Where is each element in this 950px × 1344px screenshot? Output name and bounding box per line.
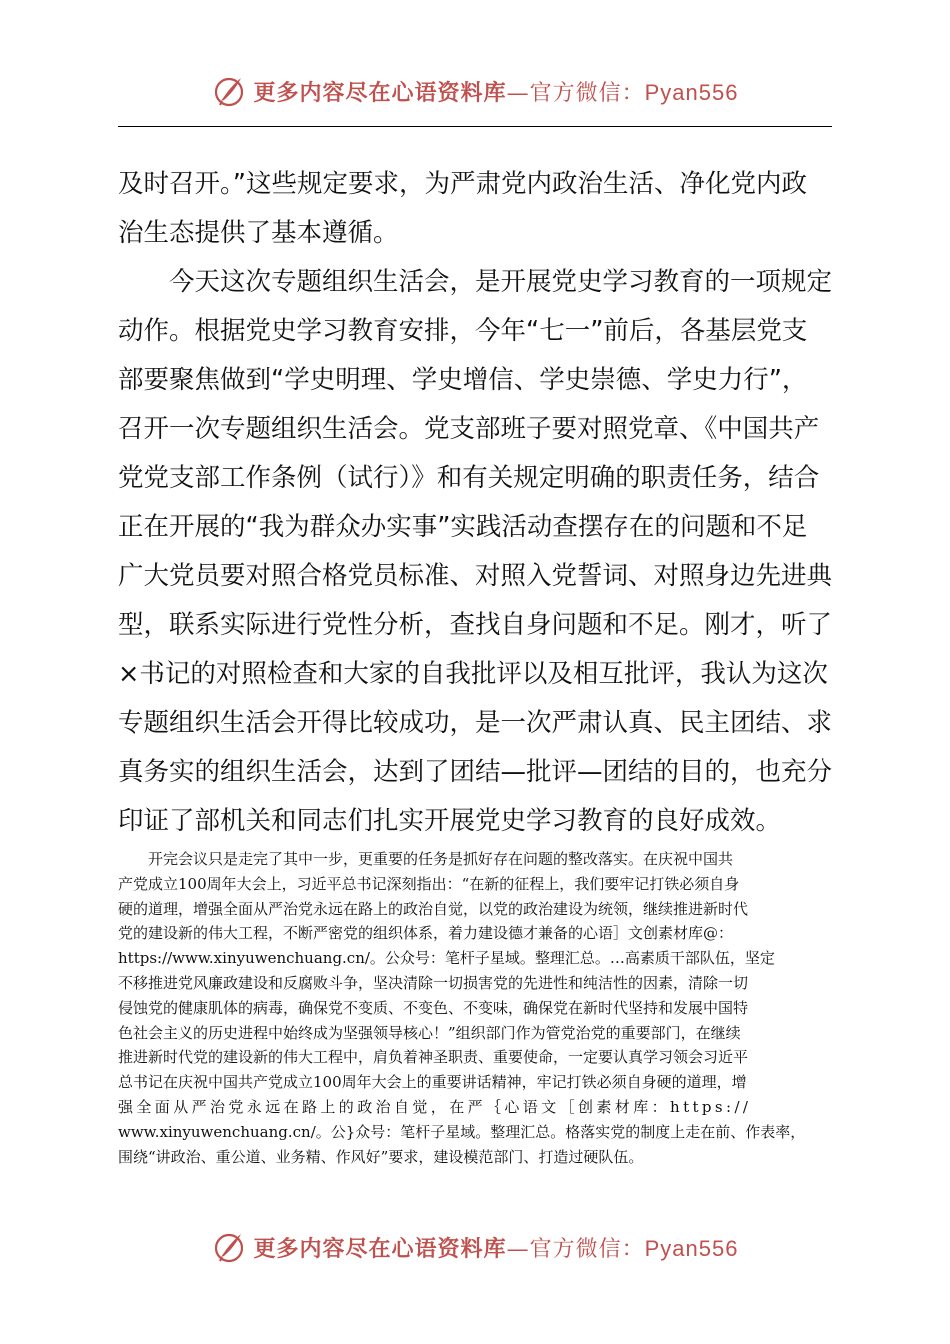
- small-text-line: 硬的道理，增强全面从严治党永远在路上的政治自觉，以党的政治建设为统领，继续推进新时代: [118, 899, 749, 918]
- small-text-line: 产党成立100周年大会上，习近平总书记深刻指出：“在新的征程上，我们要牢记打铁必须自身: [118, 874, 740, 893]
- header-dash: —: [506, 80, 530, 106]
- small-text-line: 总书记在庆祝中国共产党成立100周年大会上的重要讲话精神，牢记打铁必须自身硬的道理，增: [118, 1073, 747, 1092]
- text-line: 专题组织生活会开得比较成功，是一次严肃认真、民主团结、求: [118, 708, 833, 738]
- small-text-line: 侵蚀党的健康肌体的病毒，确保党不变质、不变色、不变味，确保党在新时代坚持和发展中国特: [118, 998, 749, 1017]
- small-text-line: 不移推进党风廉政建设和反腐败斗争，坚决清除一切损害党的先进性和纯洁性的因素，清除一切: [118, 973, 749, 992]
- small-text-line: 色社会主义的历史进程中始终成为坚强领导核心！”组织部门作为管党治党的重要部门，在继续: [118, 1023, 741, 1042]
- text-line: 及时召开。”这些规定要求，为严肃党内政治生活、净化党内政: [118, 169, 807, 199]
- header-banner: [0, 74, 950, 118]
- text-line: 真务实的组织生活会，达到了团结—批评—团结的目的，也充分: [118, 757, 833, 787]
- small-paragraph: [118, 847, 836, 1169]
- text-line: 党党支部工作条例（试行）》和有关规定明确的职责任务，结合: [118, 463, 820, 493]
- footer-wechat-id: Pyan556: [644, 1235, 739, 1261]
- text-line: 广大党员要对照合格党员标准、对照入党誓词、对照身边先进典: [118, 561, 833, 591]
- small-text-line: 开完会议只是走完了其中一步，更重要的任务是抓好存在问题的整改落实。在庆祝中国共: [148, 850, 734, 868]
- header-brand: 更多内容尽在心语资料库: [253, 79, 507, 106]
- text-line: 印证了部机关和同志们扎实开展党史学习教育的良好成效。: [118, 806, 782, 836]
- small-text-line: www.xinyuwenchuang.cn/。公}众号：笔杆子星域。整理汇总。格落实党的制度上走在前、作表率，: [118, 1122, 806, 1141]
- paragraph-1: [118, 160, 834, 258]
- small-text-line: 强全面从严治党永远在路上的政治自觉，在严｛心语文［创素材库：https://: [118, 1097, 752, 1116]
- paragraph-2: [118, 258, 834, 846]
- quill-logo-icon: [212, 74, 246, 108]
- text-line: 今天这次专题组织生活会，是开展党史学习教育的一项规定: [169, 267, 833, 297]
- small-text-line: 党的建设新的伟大工程，不断严密党的组织体系，着力建设德才兼备的心语］文创素材库@：: [118, 924, 734, 943]
- quill-logo-icon: [212, 1230, 246, 1264]
- header-rule: [118, 126, 832, 127]
- footer-brand: 更多内容尽在心语资料库: [253, 1235, 507, 1262]
- small-text-line: https://www.xinyuwenchuang.cn/。公众号：笔杆子星域。整理汇总。…高素质干部队伍，坚定: [118, 949, 775, 968]
- small-text-line: 围绕“讲政治、重公道、业务精、作风好”要求，建设模范部门、打造过硬队伍。: [118, 1147, 644, 1166]
- text-line: 部要聚焦做到“学史明理、学史增信、学史崇德、学史力行”，: [118, 365, 808, 395]
- header-wechat-id: Pyan556: [644, 79, 739, 105]
- footer-banner: [0, 1230, 950, 1274]
- footer-dash: —: [506, 1236, 530, 1262]
- text-line: 正在开展的“我为群众办实事”实践活动查摆存在的问题和不足: [118, 512, 808, 542]
- small-text-line: 推进新时代党的建设新的伟大工程中，肩负着神圣职责、重要使命，一定要认真学习领会习近平: [118, 1048, 749, 1067]
- text-line: 召开一次专题组织生活会。党支部班子要对照党章、《中国共产: [118, 414, 820, 444]
- text-line: 型，联系实际进行党性分析，查找自身问题和不足。刚才，听了: [118, 610, 833, 640]
- footer-wechat-label: 官方微信：: [529, 1236, 645, 1262]
- header-banner-text: [254, 76, 739, 107]
- main-body: [118, 160, 834, 846]
- text-line: 动作。根据党史学习教育安排，今年“七一”前后，各基层党支: [118, 316, 808, 346]
- text-line: 治生态提供了基本遵循。: [118, 218, 399, 248]
- text-line: ×书记的对照检查和大家的自我批评以及相互批评，我认为这次: [118, 659, 828, 689]
- header-wechat-label: 官方微信：: [529, 80, 645, 106]
- footer-banner-text: [254, 1232, 739, 1263]
